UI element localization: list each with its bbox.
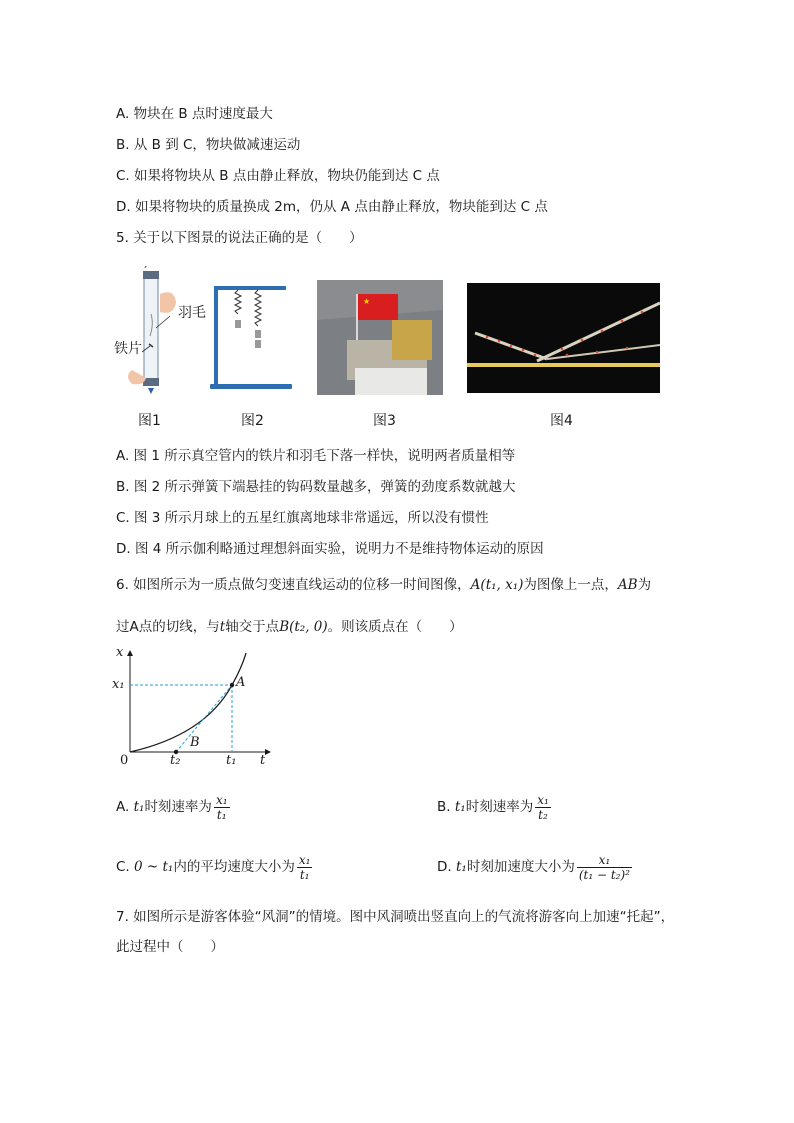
q4-option-c: C. 如果将物块从 B 点由静止释放，物块仍能到达 C 点 (116, 168, 440, 184)
fig1-label: 图1 (138, 413, 161, 429)
graph-x-axis-label: x (116, 645, 124, 660)
q5-option-a: A. 图 1 所示真空管内的铁片和羽毛下落一样快，说明两者质量相等 (116, 448, 516, 464)
q4-option-a: A. 物块在 B 点时速度最大 (116, 106, 273, 122)
graph-t2-label: t₂ (170, 753, 181, 768)
q5-option-d: D. 图 4 所示伽利略通过理想斜面实验，说明力不是维持物体运动的原因 (116, 541, 544, 557)
q4-option-d: D. 如果将物块的质量换成 2m，仍从 A 点由静止释放，物块能到达 C 点 (116, 199, 548, 215)
graph-origin-label: 0 (120, 753, 129, 768)
q6-position-time-graph (110, 645, 280, 770)
graph-point-a-label: A (236, 675, 246, 690)
fig2-label: 图2 (241, 413, 264, 429)
point-b-notation: B(t₂, 0) (279, 619, 328, 635)
graph-t-axis-label: t (260, 753, 266, 768)
fig1-vacuum-tube (112, 266, 217, 396)
q6-option-d-fraction: $\frac{\text{x₁}}{\text{(t₁ − t₂)²}}$ (578, 852, 630, 882)
q6-option-a-fraction: $\frac{\text{x₁}}{\text{t₁}}$ (215, 792, 228, 822)
q6-option-a: A. t₁时刻速率为 $\frac{\text{x₁}}{\text{t₁}}$ (116, 792, 228, 822)
point-a-notation: A(t₁, x₁) (470, 577, 524, 593)
q4-option-b: B. 从 B 到 C，物块做减速运动 (116, 137, 301, 153)
q6-option-b: B. t₁时刻速率为 $\frac{\text{x₁}}{\text{t₂}}$ (437, 792, 549, 822)
svg-text:★: ★ (363, 297, 371, 306)
q6-stem-line2: 过A点的切线，与t轴交于点B(t₂, 0)。则该质点在（ ） (116, 619, 463, 635)
q5-option-b: B. 图 2 所示弹簧下端悬挂的钩码数量越多，弹簧的劲度系数就越大 (116, 479, 516, 495)
q6-stem-line1: 6. 如图所示为一质点做匀变速直线运动的位移一时间图像，A(t₁, x₁)为图像上一点，AB为 (116, 577, 652, 593)
q7-stem-line1: 7. 如图所示是游客体验“风洞”的情境。图中风洞喷出竖直向上的气流将游客向上加速“托起”， (116, 909, 675, 925)
ab-notation: AB (617, 577, 638, 593)
q6-option-b-fraction: $\frac{\text{x₁}}{\text{t₂}}$ (537, 792, 549, 822)
fig3-moon-flag-photo (317, 280, 443, 395)
q7-stem-line2: 此过程中（ ） (116, 939, 224, 955)
graph-point-b-label: B (190, 735, 200, 750)
graph-t1-label: t₁ (226, 753, 237, 768)
q6-option-d: D. t₁时刻加速度大小为 $\frac{\text{x₁}}{\text{(t₁ − t₂)²}}$ (437, 852, 630, 882)
q5-stem: 5. 关于以下图景的说法正确的是（ ） (116, 230, 363, 246)
q5-option-c: C. 图 3 所示月球上的五星红旗离地球非常遥远，所以没有惯性 (116, 510, 489, 526)
fig4-label: 图4 (550, 413, 573, 429)
fig4-incline-photo (467, 283, 660, 393)
graph-x1-label: x₁ (112, 677, 125, 692)
fig3-label: 图3 (373, 413, 396, 429)
fig2-spring-stand (208, 280, 298, 392)
q6-option-c-fraction: $\frac{\text{x₁}}{\text{t₁}}$ (298, 852, 311, 882)
q6-option-c: C. 0 ~ t₁内的平均速度大小为 $\frac{\text{x₁}}{\text{t₁}}$ (116, 852, 311, 882)
feather-label: 羽毛 (178, 305, 206, 321)
iron-label: 铁片 (114, 341, 142, 357)
